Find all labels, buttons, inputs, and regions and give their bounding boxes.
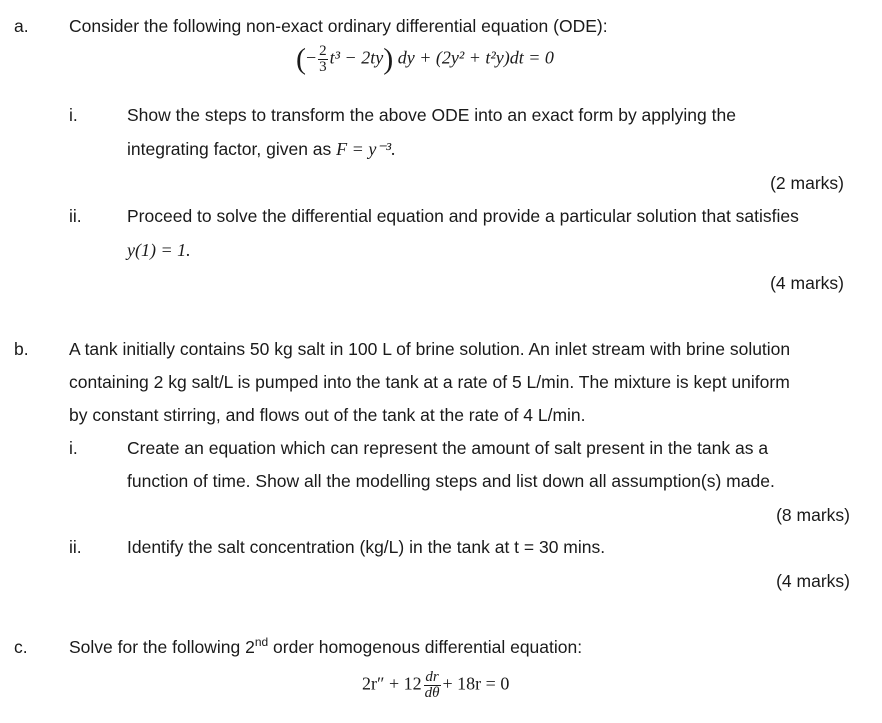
part-a-equation <box>296 44 554 75</box>
part-a-ii-line1: Proceed to solve the differential equation and provide a particular solution that satisfies <box>127 206 799 226</box>
part-b-i-label: i. <box>69 438 78 458</box>
part-b-i-line2: function of time. Show all the modelling steps and list down all assumption(s) made. <box>127 471 775 491</box>
equation-right: + 18r = 0 <box>442 673 510 694</box>
initial-condition: y(1) = 1. <box>127 240 191 260</box>
part-b-line1: A tank initially contains 50 kg salt in 100 L of brine solution. An inlet stream with brine solution <box>69 339 791 359</box>
minus-sign: − <box>306 47 317 68</box>
derivative-numerator: dr <box>425 669 439 685</box>
part-c-equation <box>362 670 509 701</box>
left-paren: ( <box>296 42 306 76</box>
part-a-i-marks: (2 marks) <box>770 173 844 193</box>
fraction-denominator: 3 <box>319 59 327 75</box>
part-b-label: b. <box>14 339 29 359</box>
derivative-denominator: dθ <box>424 685 440 701</box>
derivative-fraction <box>424 670 441 701</box>
fraction-two-thirds <box>318 44 328 75</box>
part-b-line2: containing 2 kg salt/L is pumped into the tank at a rate of 5 L/min. The mixture is kept uniform <box>69 372 790 392</box>
part-b-ii-label: ii. <box>69 537 82 557</box>
part-a-ii-label: ii. <box>69 206 82 226</box>
part-a-i-line2 <box>127 139 396 160</box>
t-cubed-term: t³ − 2ty <box>329 47 384 68</box>
part-c-intro-prefix: Solve for the following 2 <box>69 637 255 657</box>
part-b-ii-line1: Identify the salt concentration (kg/L) in the tank at t = 30 mins. <box>127 537 606 557</box>
right-paren: ) <box>383 42 394 76</box>
part-a-ii-condition <box>127 240 191 261</box>
equation-rest: dy + (2y² + t²y)dt = 0 <box>397 47 554 68</box>
part-b-i-marks: (8 marks) <box>776 505 850 525</box>
part-b-line3: by constant stirring, and flows out of the tank at the rate of 4 L/min. <box>69 405 586 425</box>
part-a-i-label: i. <box>69 105 78 125</box>
part-a-ii-marks: (4 marks) <box>770 273 844 293</box>
part-b-i-line1: Create an equation which can represent the amount of salt present in the tank as a <box>127 438 769 458</box>
part-c-intro <box>69 637 582 658</box>
fraction-numerator: 2 <box>319 43 327 59</box>
part-b-ii-marks: (4 marks) <box>776 571 850 591</box>
equation-left: 2r″ + 12 <box>362 673 422 694</box>
integrating-factor: F = y⁻³. <box>336 139 396 159</box>
part-a-intro: Consider the following non-exact ordinary differential equation (ODE): <box>69 16 608 36</box>
part-c-intro-suffix: order homogenous differential equation: <box>268 637 583 657</box>
part-a-i-line1: Show the steps to transform the above ODE into an exact form by applying the <box>127 105 736 125</box>
part-a-i-line2-text: integrating factor, given as <box>127 139 332 159</box>
part-c-label: c. <box>14 637 28 657</box>
part-a-label: a. <box>14 16 29 36</box>
ordinal-suffix: nd <box>254 635 269 650</box>
